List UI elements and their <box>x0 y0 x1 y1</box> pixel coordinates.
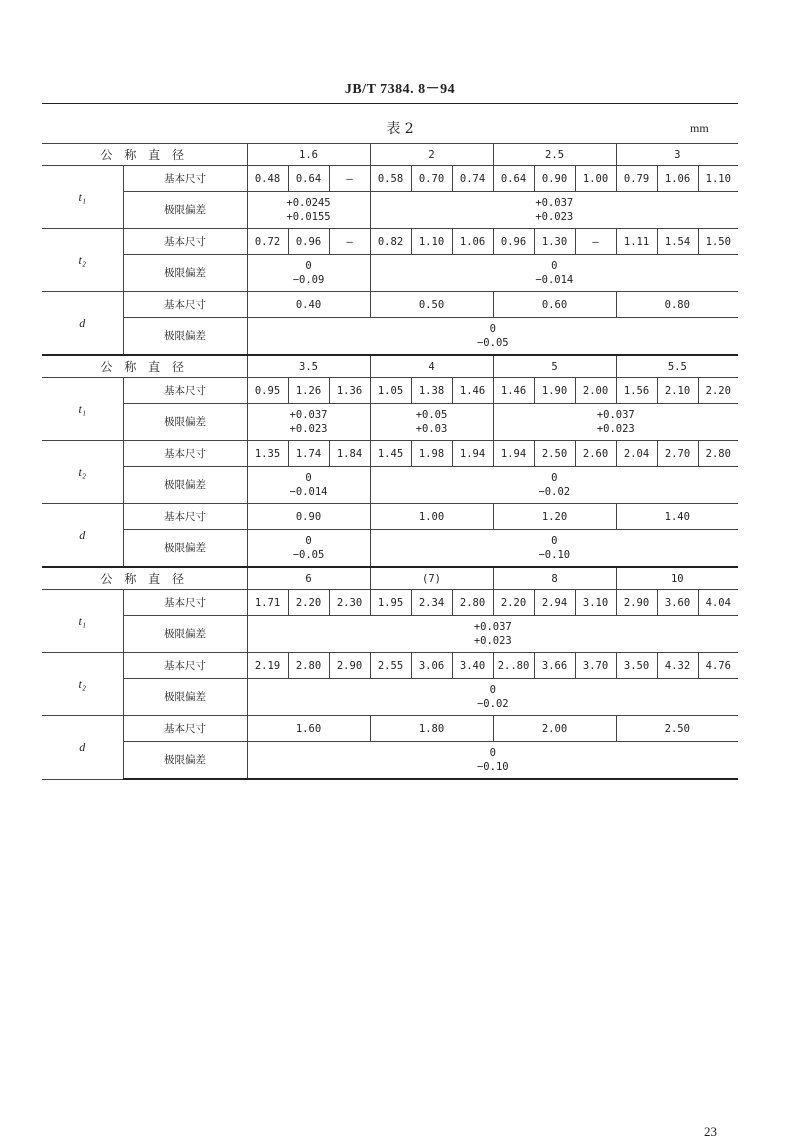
lower-deviation: −0.10 <box>538 549 571 561</box>
diameter-cell: 6 <box>247 567 370 590</box>
d-basic-size-row <box>42 292 738 318</box>
value-cell: 2.19 <box>247 653 288 679</box>
value-cell: 0.90 <box>534 166 575 192</box>
lower-deviation: +0.023 <box>289 423 328 435</box>
value-cell: 1.98 <box>411 441 452 467</box>
value-cell: 2.20 <box>288 590 329 616</box>
t1-symbol: t₁ <box>42 378 123 441</box>
tolerance-cell <box>370 404 493 441</box>
tolerance-cell <box>247 616 738 653</box>
value-cell: 2.55 <box>370 653 411 679</box>
lower-deviation: +0.023 <box>596 423 635 435</box>
lower-deviation: +0.0155 <box>286 211 331 223</box>
diameter-cell: 2 <box>370 144 493 166</box>
value-cell: 4.32 <box>657 653 698 679</box>
basic-size-label: 基本尺寸 <box>123 653 247 679</box>
tolerance-cell <box>370 192 738 229</box>
t1-basic-size-row <box>42 590 738 616</box>
value-cell: 0.82 <box>370 229 411 255</box>
value-cell: 0.90 <box>247 504 370 530</box>
diameter-cell: 1.6 <box>247 144 370 166</box>
d-tolerance-row <box>42 530 738 568</box>
d-basic-size-row <box>42 504 738 530</box>
value-cell: — <box>329 166 370 192</box>
d-symbol: d <box>42 292 123 356</box>
value-cell: 1.35 <box>247 441 288 467</box>
value-cell: 2.20 <box>493 590 534 616</box>
upper-deviation: 0 <box>305 260 312 272</box>
basic-size-label: 基本尺寸 <box>123 378 247 404</box>
value-cell: 3.66 <box>534 653 575 679</box>
tolerance-label: 极限偏差 <box>123 255 247 292</box>
upper-deviation: +0.037 <box>289 409 328 421</box>
lower-deviation: −0.014 <box>289 486 328 498</box>
value-cell: 1.71 <box>247 590 288 616</box>
value-cell: 1.10 <box>698 166 738 192</box>
t2-basic-size-row <box>42 653 738 679</box>
table-title: 表 2 <box>386 121 414 137</box>
value-cell: 1.95 <box>370 590 411 616</box>
d-symbol: d <box>42 504 123 568</box>
lower-deviation: −0.10 <box>476 761 509 773</box>
diameter-cell: 4 <box>370 355 493 378</box>
value-cell: 1.50 <box>698 229 738 255</box>
value-cell: 0.64 <box>288 166 329 192</box>
value-cell: 2.34 <box>411 590 452 616</box>
upper-deviation: 0 <box>489 323 496 335</box>
value-cell: 2.80 <box>288 653 329 679</box>
value-cell: 2.80 <box>452 590 493 616</box>
tolerance-cell <box>247 679 738 716</box>
document-code-header: JB/T 7384. 8－94 <box>344 82 456 97</box>
value-cell: 1.46 <box>493 378 534 404</box>
tolerance-cell <box>370 255 738 292</box>
t2-basic-size-row <box>42 441 738 467</box>
lower-deviation: −0.09 <box>292 274 325 286</box>
tolerance-label: 极限偏差 <box>123 467 247 504</box>
upper-deviation: 0 <box>305 535 312 547</box>
value-cell: 0.50 <box>370 292 493 318</box>
upper-deviation: 0 <box>551 472 558 484</box>
t2-tolerance-row <box>42 467 738 504</box>
basic-size-label: 基本尺寸 <box>123 504 247 530</box>
value-cell: 1.20 <box>493 504 616 530</box>
tolerance-cell <box>247 255 370 292</box>
diameter-cell: 5 <box>493 355 616 378</box>
upper-deviation: +0.037 <box>473 621 512 633</box>
value-cell: 1.40 <box>616 504 738 530</box>
value-cell: 2.50 <box>534 441 575 467</box>
tolerance-label: 极限偏差 <box>123 616 247 653</box>
t2-symbol: t₂ <box>42 229 123 292</box>
value-cell: 1.90 <box>534 378 575 404</box>
tolerance-label: 极限偏差 <box>123 679 247 716</box>
value-cell: 2.80 <box>698 441 738 467</box>
tolerance-cell <box>370 467 738 504</box>
value-cell: 2..80 <box>493 653 534 679</box>
basic-size-label: 基本尺寸 <box>123 229 247 255</box>
tolerance-label: 极限偏差 <box>123 192 247 229</box>
value-cell: 1.05 <box>370 378 411 404</box>
value-cell: 1.84 <box>329 441 370 467</box>
lower-deviation: −0.014 <box>535 274 574 286</box>
tolerance-cell <box>247 530 370 568</box>
value-cell: 3.60 <box>657 590 698 616</box>
value-cell: 4.76 <box>698 653 738 679</box>
value-cell: 1.94 <box>452 441 493 467</box>
upper-deviation: +0.0245 <box>286 197 331 209</box>
dimension-table <box>42 143 738 780</box>
value-cell: 2.10 <box>657 378 698 404</box>
lower-deviation: +0.023 <box>473 635 512 647</box>
tolerance-label: 极限偏差 <box>123 404 247 441</box>
t1-tolerance-row <box>42 616 738 653</box>
page-number: 23 <box>704 1124 717 1139</box>
value-cell: 3.10 <box>575 590 616 616</box>
basic-size-label: 基本尺寸 <box>123 441 247 467</box>
value-cell: 0.48 <box>247 166 288 192</box>
tolerance-cell <box>370 530 738 568</box>
nominal-diameter-label: 公 称 直 径 <box>42 567 247 590</box>
lower-deviation: −0.02 <box>538 486 571 498</box>
basic-size-label: 基本尺寸 <box>123 166 247 192</box>
value-cell: 2.50 <box>616 716 738 742</box>
tolerance-cell <box>247 467 370 504</box>
upper-deviation: 0 <box>305 472 312 484</box>
value-cell: 1.60 <box>247 716 370 742</box>
value-cell: 1.00 <box>575 166 616 192</box>
nominal-diameter-row <box>42 567 738 590</box>
d-tolerance-row <box>42 742 738 780</box>
upper-deviation: +0.05 <box>415 409 448 421</box>
value-cell: 0.70 <box>411 166 452 192</box>
upper-deviation: +0.037 <box>535 197 574 209</box>
value-cell: 3.40 <box>452 653 493 679</box>
value-cell: 1.30 <box>534 229 575 255</box>
value-cell: 0.72 <box>247 229 288 255</box>
d-tolerance-row <box>42 318 738 356</box>
lower-deviation: +0.023 <box>535 211 574 223</box>
value-cell: 1.46 <box>452 378 493 404</box>
t2-symbol: t₂ <box>42 441 123 504</box>
nominal-diameter-row <box>42 355 738 378</box>
value-cell: 0.96 <box>493 229 534 255</box>
value-cell: 1.45 <box>370 441 411 467</box>
upper-deviation: 0 <box>489 747 496 759</box>
t1-symbol: t₁ <box>42 590 123 653</box>
diameter-cell: 10 <box>616 567 738 590</box>
value-cell: 1.56 <box>616 378 657 404</box>
value-cell: 2.00 <box>493 716 616 742</box>
value-cell: 1.74 <box>288 441 329 467</box>
diameter-cell: (7) <box>370 567 493 590</box>
value-cell: 1.11 <box>616 229 657 255</box>
value-cell: 0.79 <box>616 166 657 192</box>
value-cell: 2.70 <box>657 441 698 467</box>
t2-basic-size-row <box>42 229 738 255</box>
value-cell: 1.10 <box>411 229 452 255</box>
value-cell: 3.06 <box>411 653 452 679</box>
tolerance-cell <box>247 742 738 780</box>
lower-deviation: +0.03 <box>415 423 448 435</box>
diameter-cell: 2.5 <box>493 144 616 166</box>
value-cell: — <box>329 229 370 255</box>
value-cell: 0.96 <box>288 229 329 255</box>
value-cell: 4.04 <box>698 590 738 616</box>
value-cell: 1.06 <box>452 229 493 255</box>
value-cell: 1.94 <box>493 441 534 467</box>
value-cell: 2.30 <box>329 590 370 616</box>
value-cell: 1.36 <box>329 378 370 404</box>
value-cell: 2.90 <box>616 590 657 616</box>
value-cell: 2.90 <box>329 653 370 679</box>
t1-symbol: t₁ <box>42 166 123 229</box>
value-cell: 1.26 <box>288 378 329 404</box>
value-cell: — <box>575 229 616 255</box>
value-cell: 2.20 <box>698 378 738 404</box>
upper-deviation: 0 <box>551 260 558 272</box>
value-cell: 3.50 <box>616 653 657 679</box>
value-cell: 0.58 <box>370 166 411 192</box>
basic-size-label: 基本尺寸 <box>123 590 247 616</box>
d-basic-size-row <box>42 716 738 742</box>
value-cell: 0.95 <box>247 378 288 404</box>
value-cell: 2.00 <box>575 378 616 404</box>
t1-tolerance-row <box>42 404 738 441</box>
tolerance-label: 极限偏差 <box>123 742 247 780</box>
tolerance-label: 极限偏差 <box>123 530 247 568</box>
value-cell: 0.40 <box>247 292 370 318</box>
t2-symbol: t₂ <box>42 653 123 716</box>
value-cell: 1.80 <box>370 716 493 742</box>
basic-size-label: 基本尺寸 <box>123 716 247 742</box>
nominal-diameter-label: 公 称 直 径 <box>42 355 247 378</box>
tolerance-cell <box>247 404 370 441</box>
tolerance-cell <box>493 404 738 441</box>
diameter-cell: 8 <box>493 567 616 590</box>
value-cell: 2.04 <box>616 441 657 467</box>
tolerance-cell <box>247 318 738 356</box>
value-cell: 3.70 <box>575 653 616 679</box>
lower-deviation: −0.05 <box>292 549 325 561</box>
diameter-cell: 5.5 <box>616 355 738 378</box>
unit-label: mm <box>690 121 709 135</box>
upper-deviation: +0.037 <box>596 409 635 421</box>
value-cell: 2.94 <box>534 590 575 616</box>
value-cell: 1.06 <box>657 166 698 192</box>
d-symbol: d <box>42 716 123 780</box>
nominal-diameter-label: 公 称 直 径 <box>42 144 247 166</box>
header-rule <box>42 103 738 104</box>
value-cell: 0.80 <box>616 292 738 318</box>
value-cell: 1.38 <box>411 378 452 404</box>
nominal-diameter-row <box>42 144 738 166</box>
value-cell: 0.60 <box>493 292 616 318</box>
value-cell: 0.64 <box>493 166 534 192</box>
value-cell: 1.00 <box>370 504 493 530</box>
upper-deviation: 0 <box>551 535 558 547</box>
t1-basic-size-row <box>42 166 738 192</box>
lower-deviation: −0.05 <box>476 337 509 349</box>
basic-size-label: 基本尺寸 <box>123 292 247 318</box>
t2-tolerance-row <box>42 679 738 716</box>
lower-deviation: −0.02 <box>476 698 509 710</box>
value-cell: 2.60 <box>575 441 616 467</box>
t2-tolerance-row <box>42 255 738 292</box>
value-cell: 1.54 <box>657 229 698 255</box>
upper-deviation: 0 <box>489 684 496 696</box>
t1-basic-size-row <box>42 378 738 404</box>
tolerance-cell <box>247 192 370 229</box>
t1-tolerance-row <box>42 192 738 229</box>
diameter-cell: 3 <box>616 144 738 166</box>
tolerance-label: 极限偏差 <box>123 318 247 356</box>
diameter-cell: 3.5 <box>247 355 370 378</box>
value-cell: 0.74 <box>452 166 493 192</box>
